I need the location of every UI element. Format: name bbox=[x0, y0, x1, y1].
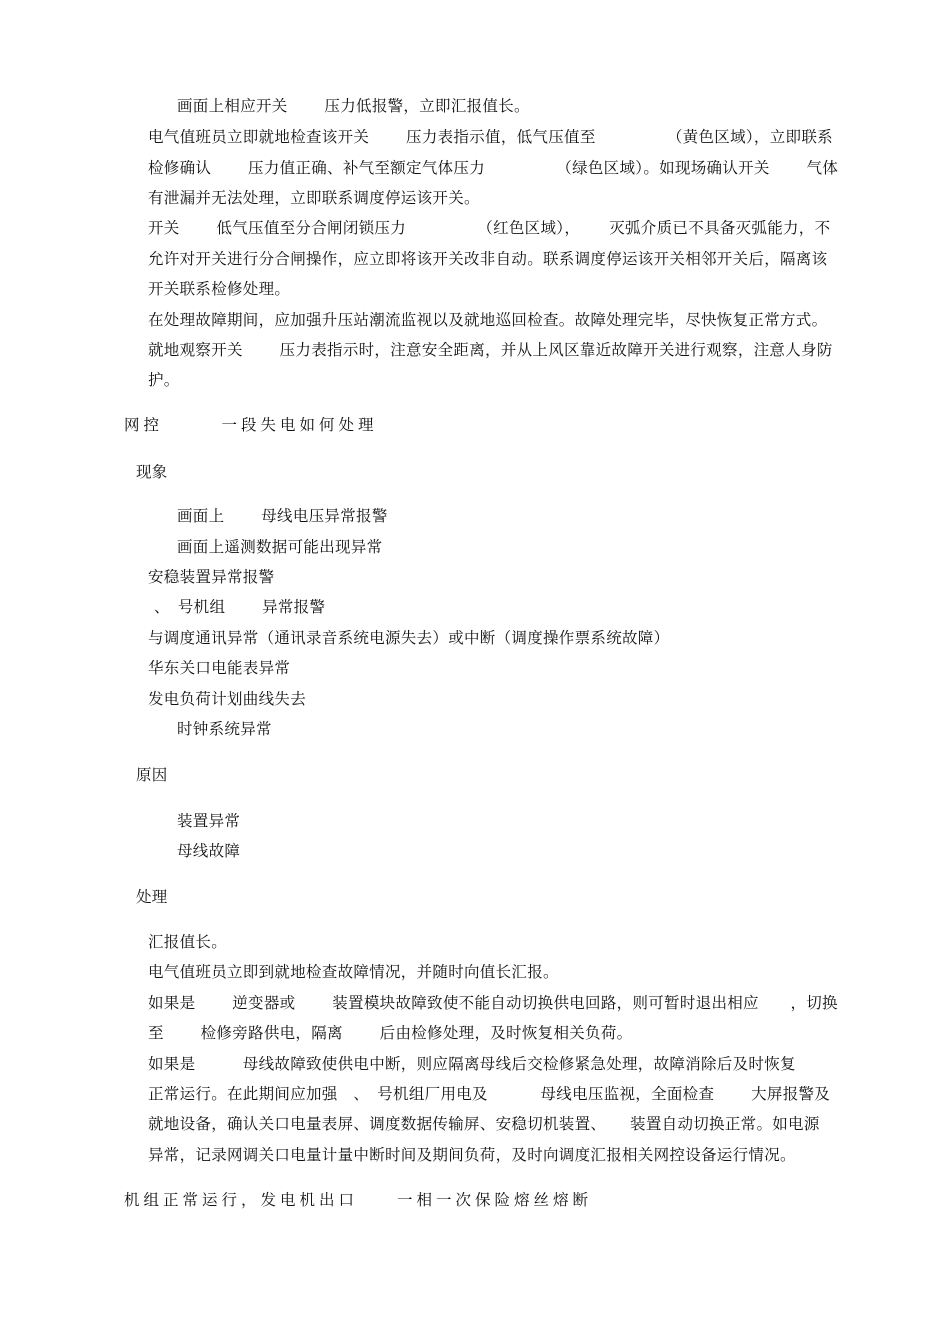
body-line: 允许对开关进行分合闸操作，应立即将该开关改非自动。联系调度停运该开关相邻开关后，隔离该 bbox=[148, 250, 828, 268]
list-item: 时钟系统异常 bbox=[177, 720, 272, 738]
list-item: 如果是 逆变器或 装置模块故障致使不能自动切换供电回路，则可暂时退出相应 ，切换 bbox=[148, 994, 838, 1012]
body-line: 检修确认 压力值正确、补气至额定气体压力 （绿色区域）。如现场确认开关 气体 bbox=[148, 159, 839, 177]
section-heading: 机组正常运行，发电机出口 一相一次保险熔丝熔断 bbox=[124, 1191, 593, 1209]
subsection-heading: 处理 bbox=[136, 888, 168, 906]
list-item: 、 号机组 异常报警 bbox=[154, 598, 326, 616]
body-line: 画面上相应开关 压力低报警，立即汇报值长。 bbox=[177, 97, 530, 115]
body-line: 在处理故障期间，应加强升压站潮流监视以及就地巡回检查。故障处理完毕，尽快恢复正常方式。 bbox=[148, 311, 828, 329]
list-item: 如果是 母线故障致使供电中断，则应隔离母线后交检修紧急处理，故障消除后及时恢复 bbox=[148, 1055, 796, 1073]
body-line: 护。 bbox=[148, 371, 180, 389]
list-item: 正常运行。在此期间应加强 、 号机组厂用电及 母线电压监视，全面检查 大屏报警及 bbox=[148, 1085, 831, 1103]
list-item: 画面上 母线电压异常报警 bbox=[177, 507, 388, 525]
list-item: 就地设备，确认关口电量表屏、调度数据传输屏、安稳切机装置、 装置自动切换正常。如电源 bbox=[148, 1115, 820, 1133]
list-item: 母线故障 bbox=[177, 842, 241, 860]
list-item: 异常，记录网调关口电量计量中断时间及期间负荷，及时向调度汇报相关网控设备运行情况。 bbox=[148, 1146, 796, 1164]
body-line: 就地观察开关 压力表指示时，注意安全距离，并从上风区靠近故障开关进行观察，注意人身防 bbox=[148, 341, 833, 359]
list-item: 与调度通讯异常（通讯录音系统电源失去）或中断（调度操作票系统故障） bbox=[148, 629, 670, 647]
body-line: 开关 低气压值至分合闸闭锁压力 （红色区域）， 灭弧介质已不具备灭弧能力，不 bbox=[148, 219, 831, 237]
subsection-heading: 原因 bbox=[136, 766, 168, 784]
section-heading: 网控 一段失电如何处理 bbox=[124, 416, 378, 434]
list-item: 汇报值长。 bbox=[148, 933, 228, 951]
body-line: 电气值班员立即就地检查该开关 压力表指示值，低气压值至 （黄色区域），立即联系 bbox=[148, 128, 833, 146]
list-item: 华东关口电能表异常 bbox=[148, 659, 291, 677]
list-item: 电气值班员立即到就地检查故障情况，并随时向值长汇报。 bbox=[148, 963, 559, 981]
list-item: 发电负荷计划曲线失去 bbox=[148, 690, 307, 708]
list-item: 装置异常 bbox=[177, 812, 241, 830]
body-line: 有泄漏并无法处理，立即联系调度停运该开关。 bbox=[148, 189, 480, 207]
body-line: 开关联系检修处理。 bbox=[148, 280, 291, 298]
list-item: 安稳装置异常报警 bbox=[148, 568, 275, 586]
list-item: 画面上遥测数据可能出现异常 bbox=[177, 538, 383, 556]
list-item: 至 检修旁路供电，隔离 后由检修处理，及时恢复相关负荷。 bbox=[148, 1024, 633, 1042]
subsection-heading: 现象 bbox=[136, 463, 168, 481]
